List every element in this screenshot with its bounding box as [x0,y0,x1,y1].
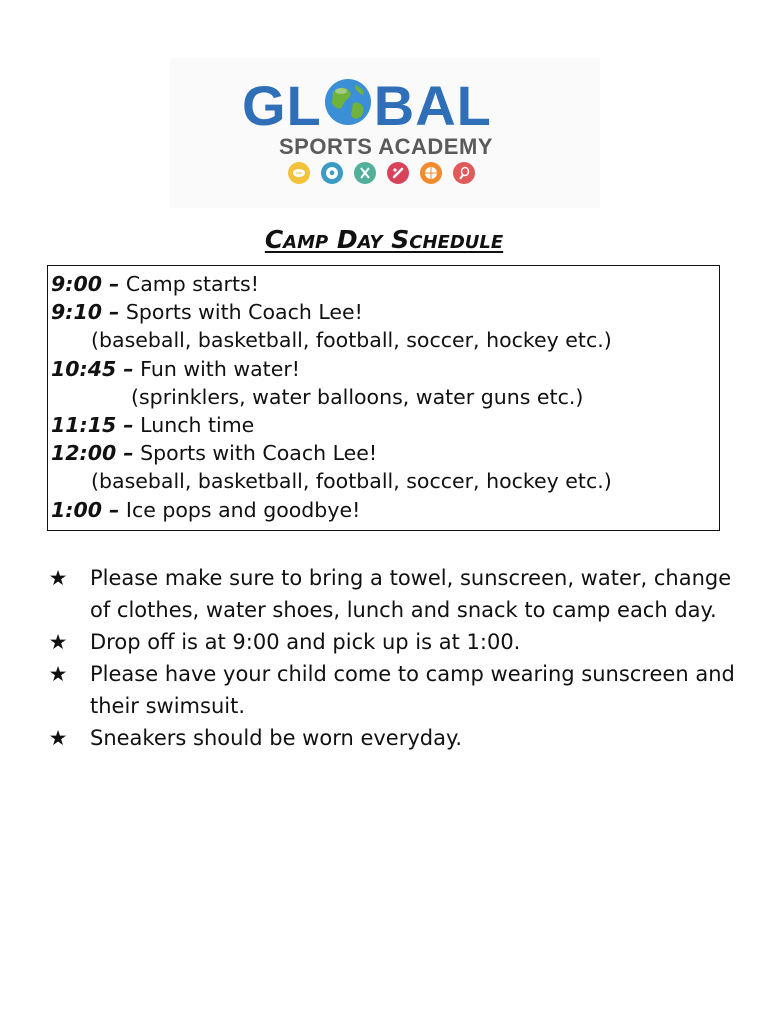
star-bullet-icon: ★ [48,566,68,590]
hockey-sticks-icon [354,162,376,184]
schedule-time: 1:00 – [51,497,120,522]
baseball-bat-icon [387,162,409,184]
schedule-time: 10:45 – [51,356,134,381]
schedule-time: 9:00 – [51,272,120,296]
tennis-racket-icon [453,162,475,184]
note-text: Sneakers should be worn everyday. [90,726,463,750]
soccer-ball-icon [321,162,343,184]
note-item [47,626,737,658]
note-text: Drop off is at 9:00 and pick up is at 1:00. [90,630,521,654]
schedule-activity: Ice pops and goodbye! [119,497,361,522]
schedule-activity: Sports with Coach Lee! [133,441,378,466]
schedule-activity: Fun with water! [133,356,300,381]
note-text: Please make sure to bring a towel, sunscreen, water, change of clothes, water shoes, lunch and snack to camp each day. [90,566,732,622]
schedule-activity: Lunch time [133,413,255,438]
schedule-row [51,298,719,326]
schedule-row [51,270,719,298]
schedule-detail: (baseball, basketball, football, soccer, hockey etc.) [91,328,612,353]
schedule-time: 9:10 – [51,300,120,325]
logo-wordmark [242,74,492,137]
star-bullet-icon: ★ [48,726,68,750]
star-bullet-icon: ★ [48,662,68,686]
global-sports-academy-logo [170,58,600,208]
schedule-row [51,496,719,524]
notes-list [47,562,737,754]
note-text: Please have your child come to camp wearing sunscreen and their swimsuit. [90,662,735,718]
schedule-time: 11:15 – [51,413,134,438]
schedule-time: 12:00 – [51,441,134,466]
note-item [47,722,737,754]
schedule-title: Camp Day Schedule [264,225,504,254]
schedule-activity: Sports with Coach Lee! [119,300,363,325]
basketball-icon [420,162,442,184]
star-bullet-icon: ★ [48,630,68,654]
note-item [47,562,737,626]
schedule-detail: (baseball, basketball, football, soccer, hockey etc.) [91,469,612,494]
schedule-activity: Camp starts! [119,272,259,296]
schedule-row [51,355,719,383]
schedule-box [47,265,720,531]
football-icon [288,162,310,184]
schedule-detail: (sprinklers, water balloons, water guns etc.) [131,384,584,409]
globe-icon [323,77,373,136]
note-item [47,658,737,722]
logo-text-bal: BAL [373,74,492,137]
logo-text-gl: GL [242,74,322,137]
schedule-row [51,439,719,467]
logo-subtitle: SPORTS ACADEMY [279,134,493,159]
schedule-row [51,411,719,439]
sport-icons-row [288,162,475,184]
